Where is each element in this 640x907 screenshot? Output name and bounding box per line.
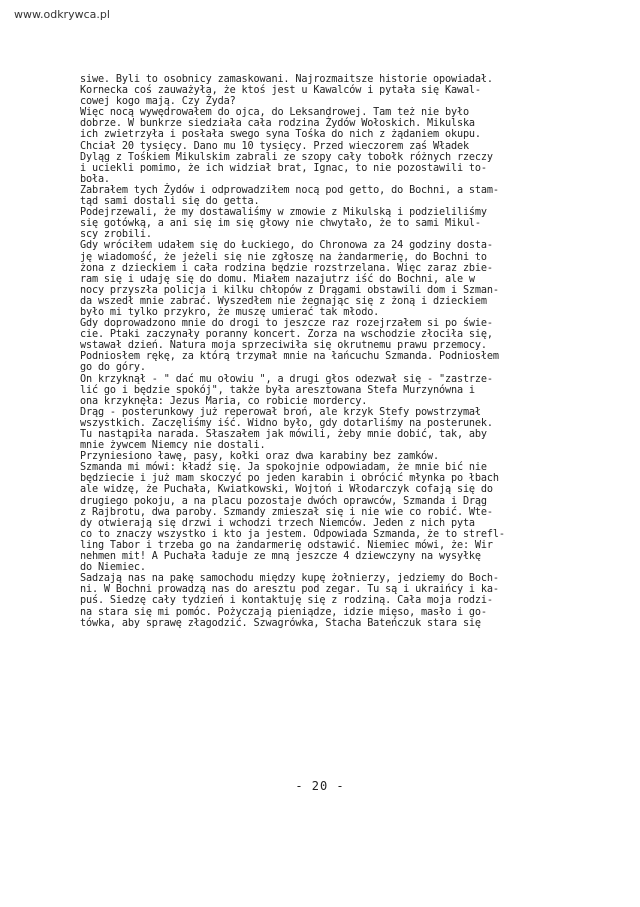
paragraph: Podejrzewali, że my dostawaliśmy w zmowie z Mikulską i podzieliliśmy się gotówką, a ani się im się głowy nie chwytało, że to sami Mikul- scy zrobili. <box>80 207 487 241</box>
paragraph: Gdy doprowadzono mnie do drogi to jeszcze raz rozejrzałem si po świe- cie. Ptaki zaczynały poranny koncert. Zorza na wschodzie złociła się, wstawał dzień. Natura moja sprzeciwiła się okrutnemu prawu przemocy. Podniosłem rękę, za którą trzymał mnie na łańcuchu Szmanda. Podniosłem go do góry. <box>80 318 499 374</box>
paragraph: Drąg - posterunkowy już reperował broń, ale krzyk Stefy powstrzymał wszystkich. Zaczęliśmy iść. Widno było, gdy dotarliśmy na posterunek. Tu nastąpiła narada. Słaszałem jak mówili, żeby mnie dobić, tak, aby mnie żywcem Niemcy nie dostali. <box>80 406 493 452</box>
paragraph: Przyniesiono ławę, pasy, kołki oraz dwa karabiny bez zamków. <box>80 451 440 463</box>
paragraph: Szmanda mi mówi: kładź się. Ja spokojnie odpowiadam, że mnie bić nie będziecie i już mam skoczyć po jeden karabin i obrócić młynka po łbach ale widzę, że Puchała, Kwiatkowski, Wojtoń i Włodarczyk cofają się do drugiego pokoju, a na placu pozostaje dwóch oprawców, Szmanda i Drąg z Rajbrotu, dwa paroby. Szmandy zmieszał się i nie wie co robić. Wte- dy otwierają się drzwi i wchodzi trzech Niemców. Jeden z nich pyta co to znaczy wszystko i kto ja jestem. Odpowiada Szmanda, że to strefl- ling Tabor i trzeba go na żandarmerię odstawić. Niemiec mówi, że: Wir nehmen mit! A Puchała ładuje ze mną jeszcze 4 dziewczyny na wysyłkę do Niemiec. <box>80 462 505 574</box>
paragraph: Zabrałem tych Żydów i odprowadziłem nocą pod getto, do Bochni, a stam- tąd sami dostali się do getta. <box>80 184 499 208</box>
document-page <box>80 74 632 629</box>
page-number: - 20 - <box>295 779 345 793</box>
paragraph: On krzyknął - " dać mu ołowiu ", a drugi głos odezwał się - "zastrze- lić go i będzie spokój", także była aresztowana Stefa Murzynówna i ona krzyknęła: Jezus Maria, co robicie mordercy. <box>80 373 493 407</box>
paragraph: Sadzają nas na pakę samochodu między kupę żołnierzy, jedziemy do Boch- ni. W Bochni prowadzą nas do aresztu pod zegar. Tu są i ukraińcy i ka- puś. Siedzę cały tydzień i kontaktuję się z rodziną. Cała moja rodzi- na stara się mi pomóc. Pożyczają pieniądze, idzie mięso, masło i go- tówka, aby sprawę złagodzić. Szwagrówka, Stacha Bateńczuk stara się <box>80 573 499 629</box>
paragraph: Więc nocą wywędrowałem do ojca, do Leksandrowej. Tam też nie było dobrze. W bunkrze siedziała cała rodzina Żydów Wołoskich. Mikulska ich zwietrzyła i posłała swego syna Tośka do nich z żądaniem okupu. Chciał 20 tysięcy. Dano mu 10 tysięcy. Przed wieczorem zaś Władek Dyląg z Tośkiem Mikulskim zabrali ze szopy cały tobołk różnych rzeczy i uciekli pomimo, że ich widział brat, Ignac, to nie pozostawili to- boła. <box>80 107 493 185</box>
watermark: www.odkrywca.pl <box>14 8 110 21</box>
paragraph: Gdy wróciłem udałem się do Łuckiego, do Chronowa za 24 godziny dosta- ję wiadomość, że jeżeli się nie zgłoszę na żandarmerię, do Bochni to żona z dzieckiem i cała rodzina będzie rozstrzelana. Więc zaraz zbie- ram się i udaję się do domu. Miałem nazajutrz iść do Bochni, ale w nocy przyszła policja i kilku chłopów z Drągami obstawili dom i Szman- da wszedł mnie zabrać. Wyszedłem nie żegnając się z żoną i dzieckiem było mi tylko przykro, że muszę umierać tak młodo. <box>80 240 499 318</box>
paragraph: siwe. Byli to osobnicy zamaskowani. Najrozmaitsze historie opowiadał. Kornecka coś zauważyła, że ktoś jest u Kawalców i pytała się Kawal- cowej kogo mają. Czy Żyda? <box>80 74 493 108</box>
